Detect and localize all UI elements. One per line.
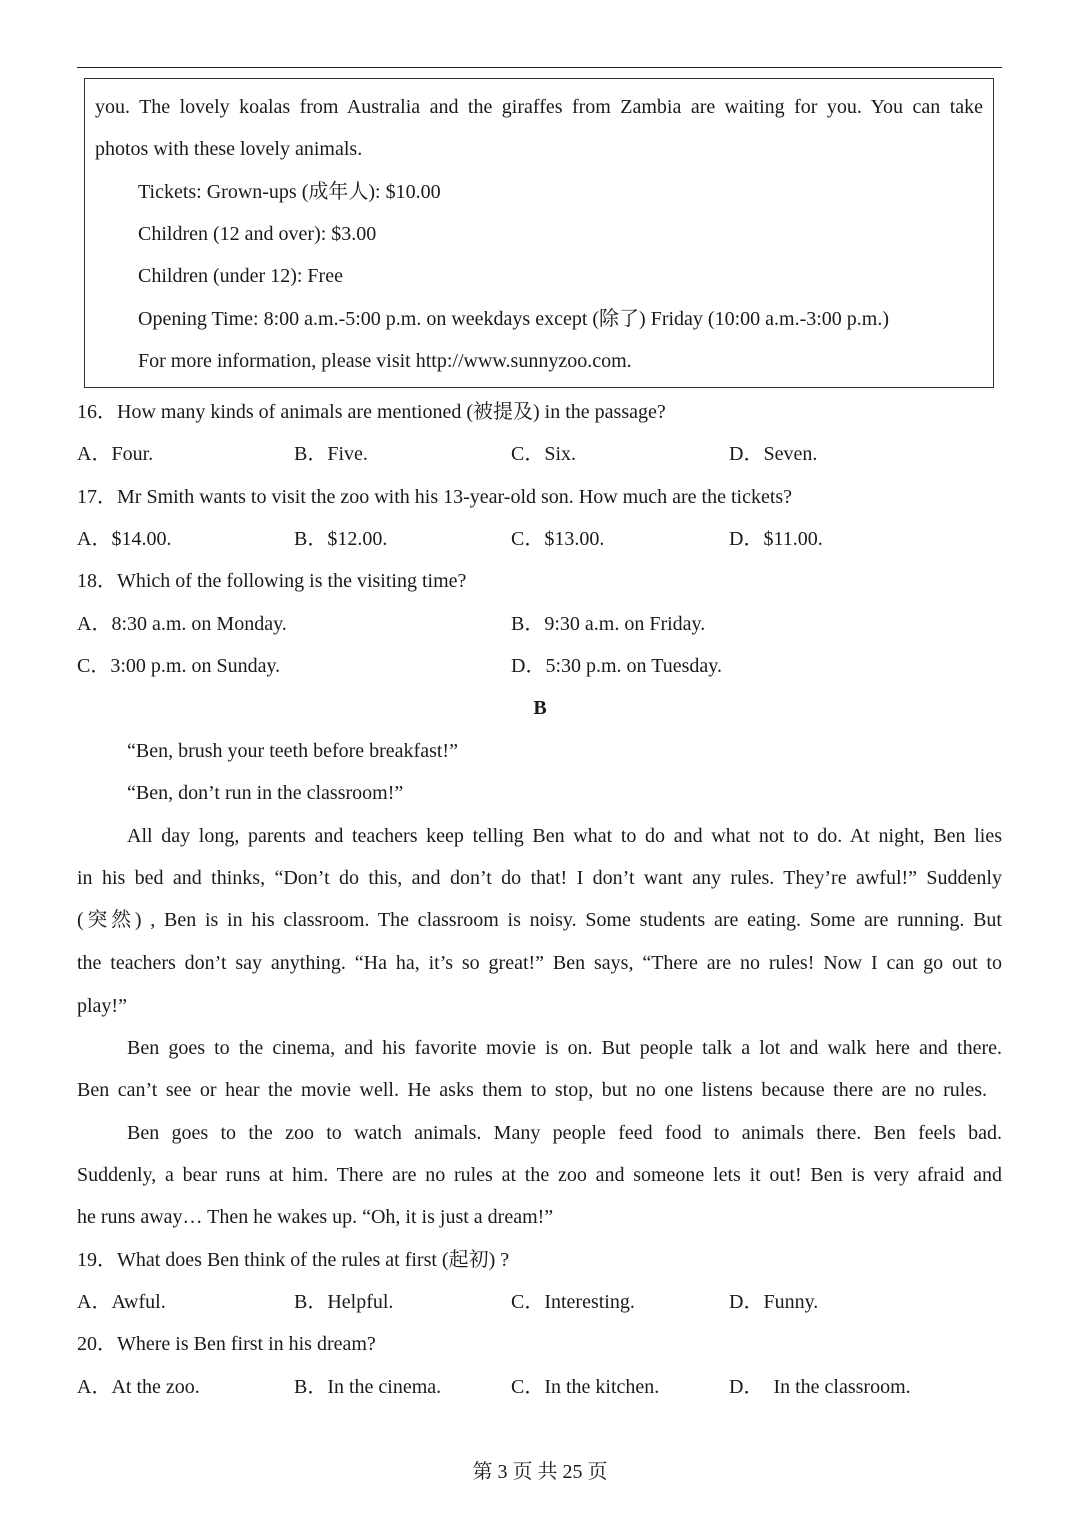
notice-line: you. The lovely koalas from Australia and the giraffes from Zambia are waiting for you. You can take xyxy=(95,96,983,118)
answer-option: D．5:30 p.m. on Tuesday. xyxy=(511,655,722,677)
answer-option: A．Four. xyxy=(77,443,154,465)
passage-line: the teachers don’t say anything. “Ha ha, it’s so great!” Ben says, “There are no rules! Now I can go out to xyxy=(77,952,1002,974)
passage-line: Ben goes to the zoo to watch animals. Many people feed food to animals there. Ben feels bad. xyxy=(127,1122,1002,1144)
passage-line: play!” xyxy=(77,995,127,1017)
answer-option: C．$13.00. xyxy=(511,528,605,550)
answer-option: D．$11.00. xyxy=(729,528,823,550)
passage-line: Suddenly, a bear runs at him. There are no rules at the zoo and someone lets it out! Ben is very afraid and xyxy=(77,1164,1002,1186)
answer-option: B．$12.00. xyxy=(294,528,388,550)
passage-line: “Ben, brush your teeth before breakfast!” xyxy=(127,740,458,762)
answer-option: B．Five. xyxy=(294,443,368,465)
answer-option: D．Funny. xyxy=(729,1291,819,1313)
notice-line: Tickets: Grown-ups (成年人): $10.00 xyxy=(138,181,441,203)
passage-line: Ben can’t see or hear the movie well. He asks them to stop, but no one listens because there are no rules. xyxy=(77,1079,987,1101)
passage-line: in his bed and thinks, “Don’t do this, and don’t do that! I don’t want any rules. They’re awful!” Suddenly xyxy=(77,867,1002,889)
passage-line: Ben goes to the cinema, and his favorite movie is on. But people talk a lot and walk here and there. xyxy=(127,1037,1002,1059)
notice-line: Children (12 and over): $3.00 xyxy=(138,223,377,245)
notice-line: photos with these lovely animals. xyxy=(95,138,363,160)
question-stem: 19．What does Ben think of the rules at first (起初) ? xyxy=(77,1249,510,1271)
answer-option: A．8:30 a.m. on Monday. xyxy=(77,613,287,635)
answer-option: B．Helpful. xyxy=(294,1291,394,1313)
question-stem: 17．Mr Smith wants to visit the zoo with his 13-year-old son. How much are the tickets? xyxy=(77,486,793,508)
question-stem: 18．Which of the following is the visiting time? xyxy=(77,570,467,592)
answer-option: C．In the kitchen. xyxy=(511,1376,660,1398)
answer-option: D． In the classroom. xyxy=(729,1376,911,1398)
page-number: 第 3 页 共 25 页 xyxy=(472,1461,608,1483)
section-heading: B xyxy=(533,697,547,719)
passage-line: “Ben, don’t run in the classroom!” xyxy=(127,782,404,804)
answer-option: D．Seven. xyxy=(729,443,818,465)
answer-option: A．At the zoo. xyxy=(77,1376,200,1398)
answer-option: A．Awful. xyxy=(77,1291,166,1313)
answer-option: A．$14.00. xyxy=(77,528,172,550)
passage-line: All day long, parents and teachers keep telling Ben what to do and what not to do. At night, Ben lies xyxy=(127,825,1002,847)
notice-line: For more information, please visit http://www.sunnyzoo.com. xyxy=(138,350,632,372)
answer-option: B．9:30 a.m. on Friday. xyxy=(511,613,706,635)
answer-option: C．Six. xyxy=(511,443,577,465)
question-stem: 16．How many kinds of animals are mentioned (被提及) in the passage? xyxy=(77,401,666,423)
notice-line: Children (under 12): Free xyxy=(138,265,343,287)
question-stem: 20．Where is Ben first in his dream? xyxy=(77,1333,376,1355)
passage-line: (突然) , Ben is in his classroom. The classroom is noisy. Some students are eating. Some are running. But xyxy=(77,909,1002,931)
answer-option: B．In the cinema. xyxy=(294,1376,442,1398)
answer-option: C．3:00 p.m. on Sunday. xyxy=(77,655,281,677)
answer-option: C．Interesting. xyxy=(511,1291,635,1313)
header-rule xyxy=(77,67,1002,68)
passage-line: he runs away… Then he wakes up. “Oh, it is just a dream!” xyxy=(77,1206,554,1228)
notice-line: Opening Time: 8:00 a.m.-5:00 p.m. on weekdays except (除了) Friday (10:00 a.m.-3:00 p.m.) xyxy=(138,308,890,330)
